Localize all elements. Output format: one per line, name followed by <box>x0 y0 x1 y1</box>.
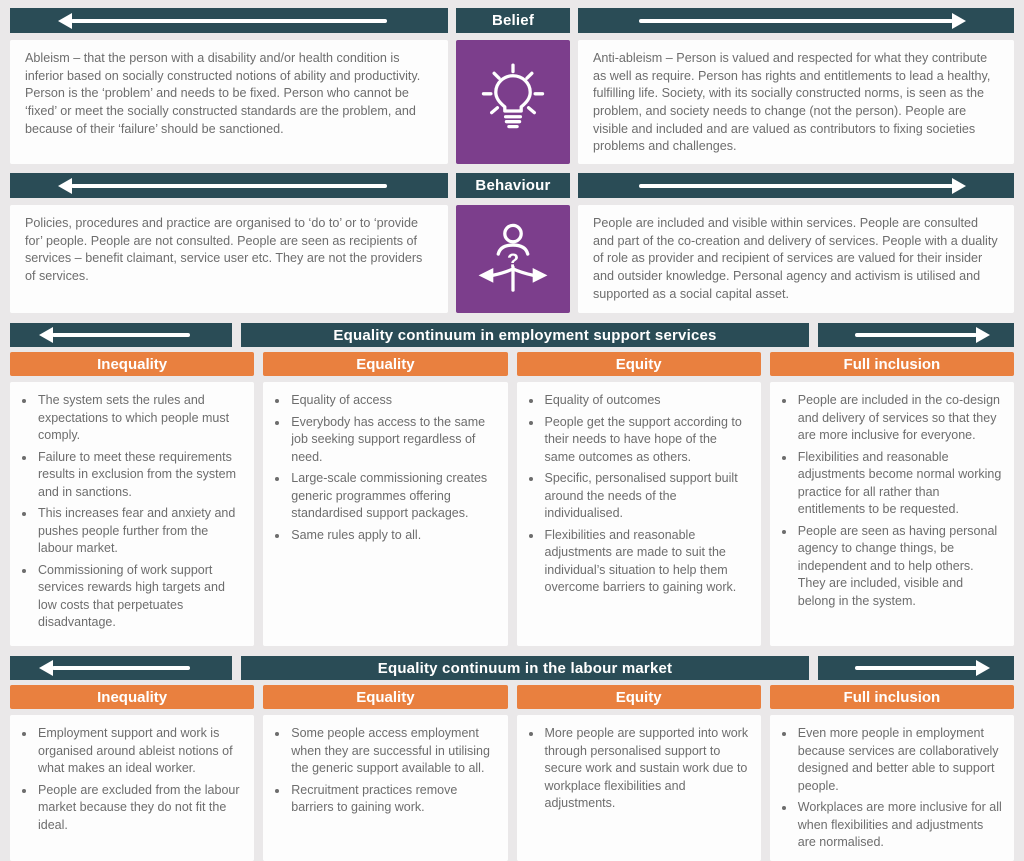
column-header-inequality: Inequality <box>10 352 254 376</box>
right-arrow-icon <box>855 333 977 337</box>
decision-paths-icon <box>472 218 554 300</box>
bullet-list <box>10 382 254 644</box>
bullet-item: • Some people access employment when they are successful in utilising the generic support available to all. <box>289 725 497 778</box>
column-header-equity: Equity <box>517 352 761 376</box>
ableism-belief-text: Ableism – that the person with a disability and/or health condition is inferior based on socially constructed notions of ability and productivity. Person is the ‘problem’ and needs to be fixed. Person who cannot be ‘fixed’ or meet the socially constructed standards are the problem, and because of their ‘failure’ should be sanctioned. <box>25 51 421 136</box>
services-continuum-columns <box>10 352 1014 646</box>
belief-row <box>10 8 1014 164</box>
bullet-item: • Commissioning of work support services rewards high targets and low costs that perpetuates disadvantage. <box>36 562 244 632</box>
bullet-list <box>263 382 507 556</box>
labour-market-continuum-header <box>10 656 1014 680</box>
bullet-item: • Specific, personalised support built around the needs of the individualised. <box>543 470 751 523</box>
labour-market-continuum-columns <box>10 685 1014 861</box>
bullet-list <box>517 382 761 609</box>
bullet-item: • Same rules apply to all. <box>289 527 497 545</box>
right-arrow-icon <box>639 184 953 188</box>
bullet-list <box>10 715 254 846</box>
behaviour-icon-box <box>456 205 570 313</box>
left-arrow-icon <box>71 19 386 23</box>
bullet-item: • People are included in the co-design and delivery of services so that they are more inclusive for everyone. <box>796 392 1004 445</box>
bullet-list <box>263 715 507 829</box>
services-equality-card <box>263 382 507 646</box>
behaviour-row <box>10 173 1014 313</box>
labour-equity-card <box>517 715 761 861</box>
bullet-item: • Even more people in employment because services are collaboratively designed and better able to support people. <box>796 725 1004 795</box>
anti-ableism-belief-text: Anti-ableism – Person is valued and respected for what they contribute as well as require. Person has rights and entitlements to lead a healthy, fulfilling life. Society, with its socially constructed norms, is seen as the problem, and society needs to change (not the person). People are visible and included and are valued as contributors to fixing societies problems and challenges. <box>593 51 991 154</box>
column-header-equity: Equity <box>517 685 761 709</box>
services-continuum-title-bar <box>241 323 809 347</box>
bullet-item: • More people are supported into work through personalised support to secure work and sustain work due to workplace flexibilities and adjustments. <box>543 725 751 813</box>
bullet-item: • Large-scale commissioning creates generic programmes offering standardised support packages. <box>289 470 497 523</box>
ableism-belief-card <box>10 40 448 164</box>
right-arrow-icon <box>639 19 953 23</box>
labour-left-arrow-bar <box>10 656 232 680</box>
services-continuum-header <box>10 323 1014 347</box>
bullet-item: • People get the support according to their needs to have hope of the same outcomes as others. <box>543 414 751 467</box>
column-header-equality: Equality <box>263 352 507 376</box>
bullet-item: • Equality of access <box>289 392 497 410</box>
bullet-item: • Flexibilities and reasonable adjustments are made to suit the individual’s situation to help them overcome barriers to gaining work. <box>543 527 751 597</box>
services-full-inclusion-card <box>770 382 1014 646</box>
bullet-item: • Workplaces are more inclusive for all when flexibilities and adjustments are normalised. <box>796 799 1004 852</box>
services-right-arrow-bar <box>818 323 1014 347</box>
belief-right-arrow-bar <box>578 8 1014 33</box>
bullet-item: • Employment support and work is organised around ableist notions of what makes an ideal worker. <box>36 725 244 778</box>
bullet-item: • Recruitment practices remove barriers to gaining work. <box>289 782 497 817</box>
belief-header <box>456 8 570 33</box>
bullet-item: • Equality of outcomes <box>543 392 751 410</box>
right-arrow-icon <box>855 666 977 670</box>
bullet-item: • Failure to meet these requirements results in exclusion from the system and in sanctions. <box>36 449 244 502</box>
bullet-item: • Flexibilities and reasonable adjustments become normal working practice for all rather than entitlements to be requested. <box>796 449 1004 519</box>
svg-text:?: ? <box>506 250 520 273</box>
anti-ableism-behaviour-card <box>578 205 1014 313</box>
behaviour-right-arrow-bar <box>578 173 1014 198</box>
lightbulb-icon <box>472 61 554 143</box>
labour-full-inclusion-card <box>770 715 1014 861</box>
services-equity-card <box>517 382 761 646</box>
behaviour-left-arrow-bar <box>10 173 448 198</box>
belief-header-label: Belief <box>491 12 535 29</box>
labour-continuum-title: Equality continuum in the labour market <box>377 659 673 677</box>
belief-left-arrow-bar <box>10 8 448 33</box>
bullet-list <box>517 715 761 825</box>
column-header-full-inclusion: Full inclusion <box>770 685 1014 709</box>
bullet-list <box>770 715 1014 861</box>
behaviour-header <box>456 173 570 198</box>
bullet-item: • People are excluded from the labour market because they do not fit the ideal. <box>36 782 244 835</box>
column-header-equality: Equality <box>263 685 507 709</box>
anti-ableism-behaviour-text: People are included and visible within services. People are consulted and part of the co-creation and delivery of services. People with a duality of role as provider and recipient of services are valued for their insider and outsider knowledge. Personal agency and activism is utilised and supported as a social capital asset. <box>593 216 998 301</box>
services-continuum-title: Equality continuum in employment support services <box>333 326 717 344</box>
behaviour-header-label: Behaviour <box>475 177 551 194</box>
labour-continuum-title-bar <box>241 656 809 680</box>
ableism-behaviour-card <box>10 205 448 313</box>
labour-inequality-card <box>10 715 254 861</box>
column-header-inequality: Inequality <box>10 685 254 709</box>
anti-ableism-belief-card <box>578 40 1014 164</box>
labour-right-arrow-bar <box>818 656 1014 680</box>
left-arrow-icon <box>52 666 190 670</box>
labour-equality-card <box>263 715 507 861</box>
bullet-item: • This increases fear and anxiety and pushes people further from the labour market. <box>36 505 244 558</box>
bullet-item: • The system sets the rules and expectations to which people must comply. <box>36 392 244 445</box>
ableism-behaviour-text: Policies, procedures and practice are organised to ‘do to’ or to ‘provide for’ people. People are not consulted. People are seen as recipients of services – benefit claimant, service user etc. They are not the providers of services. <box>25 216 423 283</box>
bullet-list <box>770 382 1014 622</box>
column-header-full-inclusion: Full inclusion <box>770 352 1014 376</box>
left-arrow-icon <box>71 184 386 188</box>
services-left-arrow-bar <box>10 323 232 347</box>
left-arrow-icon <box>52 333 190 337</box>
bullet-item: • Everybody has access to the same job seeking support regardless of need. <box>289 414 497 467</box>
belief-icon-box <box>456 40 570 164</box>
services-inequality-card <box>10 382 254 646</box>
bullet-item: • People are seen as having personal agency to change things, be independent and to help others. They are included, visible and belong in the system. <box>796 523 1004 611</box>
